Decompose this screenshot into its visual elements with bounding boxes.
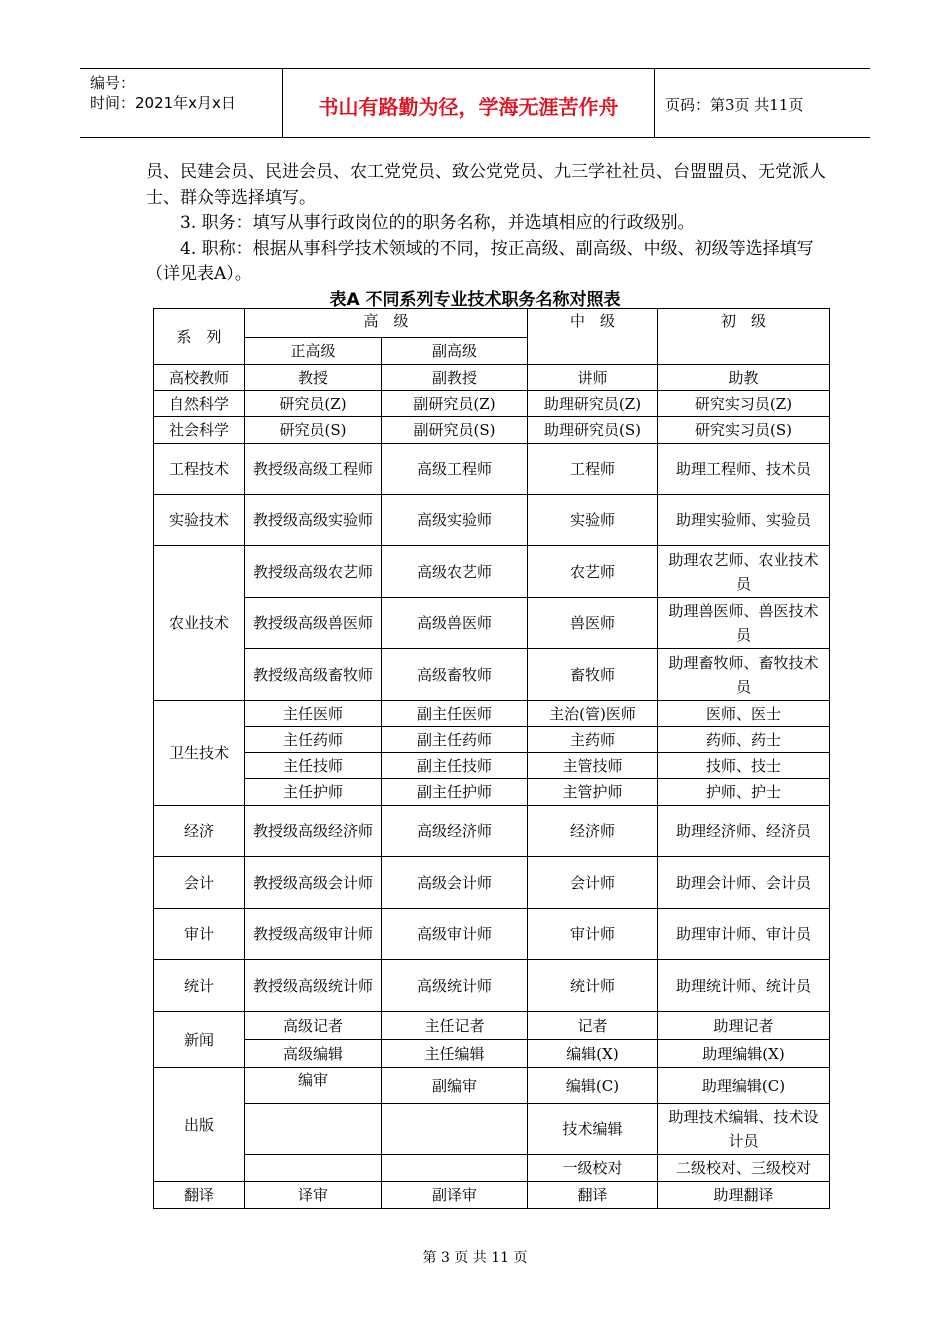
table-row — [154, 444, 830, 495]
middle-cell: 主治(管)医师 — [528, 701, 658, 727]
full-senior-cell: 高级记者 — [245, 1012, 382, 1040]
middle-cell: 一级校对 — [528, 1155, 658, 1182]
paragraph-party-list: 员、民建会员、民进会员、农工党党员、致公党党员、九三学社社员、台盟盟员、无党派人士、群众等选择填写。 — [146, 162, 826, 208]
body-text — [146, 160, 826, 288]
full-senior-cell: 教授级高级会计师 — [245, 857, 382, 909]
document-number-label: 编号： — [90, 74, 136, 92]
header-senior: 高 级 — [245, 309, 528, 338]
middle-cell: 经济师 — [528, 806, 658, 857]
middle-cell: 主管护师 — [528, 779, 658, 806]
deputy-senior-cell: 高级畜牧师 — [382, 649, 528, 701]
full-senior-cell: 教授级高级农艺师 — [245, 546, 382, 598]
deputy-senior-cell: 副主任医师 — [382, 701, 528, 727]
junior-cell: 助理编辑(C) — [658, 1068, 830, 1104]
full-senior-cell — [245, 1155, 382, 1182]
series-cell: 工程技术 — [154, 444, 245, 495]
junior-cell: 助理农艺师、农业技术员 — [658, 546, 830, 598]
full-senior-cell: 教授级高级经济师 — [245, 806, 382, 857]
deputy-senior-cell: 高级会计师 — [382, 857, 528, 909]
series-cell: 农业技术 — [154, 546, 245, 701]
middle-cell: 主管技师 — [528, 753, 658, 779]
junior-cell: 助理记者 — [658, 1012, 830, 1040]
table-title: 表A 不同系列专业技术职务名称对照表 — [329, 290, 621, 310]
series-cell: 自然科学 — [154, 391, 245, 417]
full-senior-cell — [245, 1104, 382, 1155]
header-page-number: 页码：第3页 共11页 — [665, 95, 804, 114]
deputy-senior-cell: 副研究员(Z) — [382, 391, 528, 417]
junior-cell: 技师、技士 — [658, 753, 830, 779]
series-cell: 新闻 — [154, 1012, 245, 1068]
full-senior-cell: 编审 — [245, 1068, 382, 1104]
junior-cell: 助理翻译 — [658, 1182, 830, 1209]
middle-cell: 审计师 — [528, 909, 658, 960]
middle-cell: 工程师 — [528, 444, 658, 495]
junior-cell: 二级校对、三级校对 — [658, 1155, 830, 1182]
series-cell: 会计 — [154, 857, 245, 909]
table-row — [154, 1040, 830, 1068]
middle-cell: 兽医师 — [528, 598, 658, 649]
middle-cell: 讲师 — [528, 365, 658, 391]
middle-cell: 编辑(C) — [528, 1068, 658, 1104]
middle-cell: 农艺师 — [528, 546, 658, 598]
paragraph-title: 4. 职称：根据从事科学技术领域的不同，按正高级、副高级、中级、初级等选择填写（详见表A）。 — [146, 238, 814, 284]
junior-cell: 助理兽医师、兽医技术员 — [658, 598, 830, 649]
deputy-senior-cell — [382, 1155, 528, 1182]
table-row — [154, 753, 830, 779]
table-row — [154, 649, 830, 701]
full-senior-cell: 研究员(S) — [245, 417, 382, 444]
full-senior-cell: 主任医师 — [245, 701, 382, 727]
full-senior-cell: 教授级高级实验师 — [245, 495, 382, 546]
junior-cell: 研究实习员(S) — [658, 417, 830, 444]
junior-cell: 助教 — [658, 365, 830, 391]
junior-cell: 助理畜牧师、畜牧技术员 — [658, 649, 830, 701]
series-cell: 出版 — [154, 1068, 245, 1182]
middle-cell: 记者 — [528, 1012, 658, 1040]
full-senior-cell: 主任技师 — [245, 753, 382, 779]
table-row — [154, 495, 830, 546]
middle-cell: 技术编辑 — [528, 1104, 658, 1155]
full-senior-cell: 教授级高级工程师 — [245, 444, 382, 495]
full-senior-cell: 教授级高级审计师 — [245, 909, 382, 960]
middle-cell: 助理研究员(Z) — [528, 391, 658, 417]
deputy-senior-cell: 副编审 — [382, 1068, 528, 1104]
header-meta — [80, 69, 283, 137]
junior-cell: 助理经济师、经济员 — [658, 806, 830, 857]
deputy-senior-cell: 高级审计师 — [382, 909, 528, 960]
middle-cell: 助理研究员(S) — [528, 417, 658, 444]
table-row — [154, 417, 830, 444]
middle-cell: 主药师 — [528, 727, 658, 753]
full-senior-cell: 译审 — [245, 1182, 382, 1209]
table-row — [154, 1155, 830, 1182]
deputy-senior-cell: 主任记者 — [382, 1012, 528, 1040]
header-middle: 中 级 — [528, 309, 658, 365]
junior-cell: 助理技术编辑、技术设计员 — [658, 1104, 830, 1155]
junior-cell: 助理工程师、技术员 — [658, 444, 830, 495]
junior-cell: 药师、药士 — [658, 727, 830, 753]
junior-cell: 医师、医士 — [658, 701, 830, 727]
paragraph-position: 3. 职务：填写从事行政岗位的的职务名称，并选填相应的行政级别。 — [180, 213, 695, 233]
table-row — [154, 365, 830, 391]
deputy-senior-cell: 副主任护师 — [382, 779, 528, 806]
series-cell: 经济 — [154, 806, 245, 857]
full-senior-cell: 高级编辑 — [245, 1040, 382, 1068]
junior-cell: 助理编辑(X) — [658, 1040, 830, 1068]
table-row — [154, 857, 830, 909]
middle-cell: 实验师 — [528, 495, 658, 546]
table-row — [154, 1182, 830, 1209]
full-senior-cell: 教授级高级兽医师 — [245, 598, 382, 649]
junior-cell: 护师、护士 — [658, 779, 830, 806]
junior-cell: 助理审计师、审计员 — [658, 909, 830, 960]
middle-cell: 会计师 — [528, 857, 658, 909]
junior-cell: 助理统计师、统计员 — [658, 960, 830, 1012]
junior-cell: 研究实习员(Z) — [658, 391, 830, 417]
table-row — [154, 391, 830, 417]
full-senior-cell: 教授级高级畜牧师 — [245, 649, 382, 701]
series-cell: 社会科学 — [154, 417, 245, 444]
deputy-senior-cell: 副研究员(S) — [382, 417, 528, 444]
table-row — [154, 1068, 830, 1104]
table-row — [154, 1104, 830, 1155]
deputy-senior-cell: 高级实验师 — [382, 495, 528, 546]
deputy-senior-cell: 高级兽医师 — [382, 598, 528, 649]
header-deputy-senior: 副高级 — [382, 338, 528, 365]
junior-cell: 助理会计师、会计员 — [658, 857, 830, 909]
table-row — [154, 598, 830, 649]
series-cell: 翻译 — [154, 1182, 245, 1209]
deputy-senior-cell: 副译审 — [382, 1182, 528, 1209]
deputy-senior-cell: 副主任技师 — [382, 753, 528, 779]
header-full-senior: 正高级 — [245, 338, 382, 365]
full-senior-cell: 研究员(Z) — [245, 391, 382, 417]
table-row — [154, 960, 830, 1012]
full-senior-cell: 教授 — [245, 365, 382, 391]
table-row — [154, 727, 830, 753]
series-cell: 审计 — [154, 909, 245, 960]
middle-cell: 编辑(X) — [528, 1040, 658, 1068]
document-time-label: 时间：2021年x月x日 — [90, 94, 236, 112]
title-reference-table — [153, 308, 830, 1209]
deputy-senior-cell: 主任编辑 — [382, 1040, 528, 1068]
header-slogan: 书山有路勤为径，学海无涯苦作舟 — [283, 69, 655, 137]
table-row — [154, 546, 830, 598]
middle-cell: 翻译 — [528, 1182, 658, 1209]
deputy-senior-cell: 副教授 — [382, 365, 528, 391]
deputy-senior-cell: 高级经济师 — [382, 806, 528, 857]
junior-cell: 助理实验师、实验员 — [658, 495, 830, 546]
header-series: 系 列 — [154, 309, 245, 365]
table-row — [154, 909, 830, 960]
deputy-senior-cell: 高级统计师 — [382, 960, 528, 1012]
deputy-senior-cell: 高级农艺师 — [382, 546, 528, 598]
full-senior-cell: 主任护师 — [245, 779, 382, 806]
table-row — [154, 779, 830, 806]
full-senior-cell: 主任药师 — [245, 727, 382, 753]
deputy-senior-cell: 副主任药师 — [382, 727, 528, 753]
deputy-senior-cell — [382, 1104, 528, 1155]
series-cell: 实验技术 — [154, 495, 245, 546]
deputy-senior-cell: 高级工程师 — [382, 444, 528, 495]
table-row — [154, 1012, 830, 1040]
series-cell: 高校教师 — [154, 365, 245, 391]
full-senior-cell: 教授级高级统计师 — [245, 960, 382, 1012]
middle-cell: 统计师 — [528, 960, 658, 1012]
header-junior: 初 级 — [658, 309, 830, 365]
series-cell: 卫生技术 — [154, 701, 245, 806]
middle-cell: 畜牧师 — [528, 649, 658, 701]
table-row — [154, 806, 830, 857]
page-footer: 第 3 页 共 11 页 — [422, 1250, 528, 1266]
series-cell: 统计 — [154, 960, 245, 1012]
page-header — [80, 68, 870, 138]
table-row — [154, 701, 830, 727]
